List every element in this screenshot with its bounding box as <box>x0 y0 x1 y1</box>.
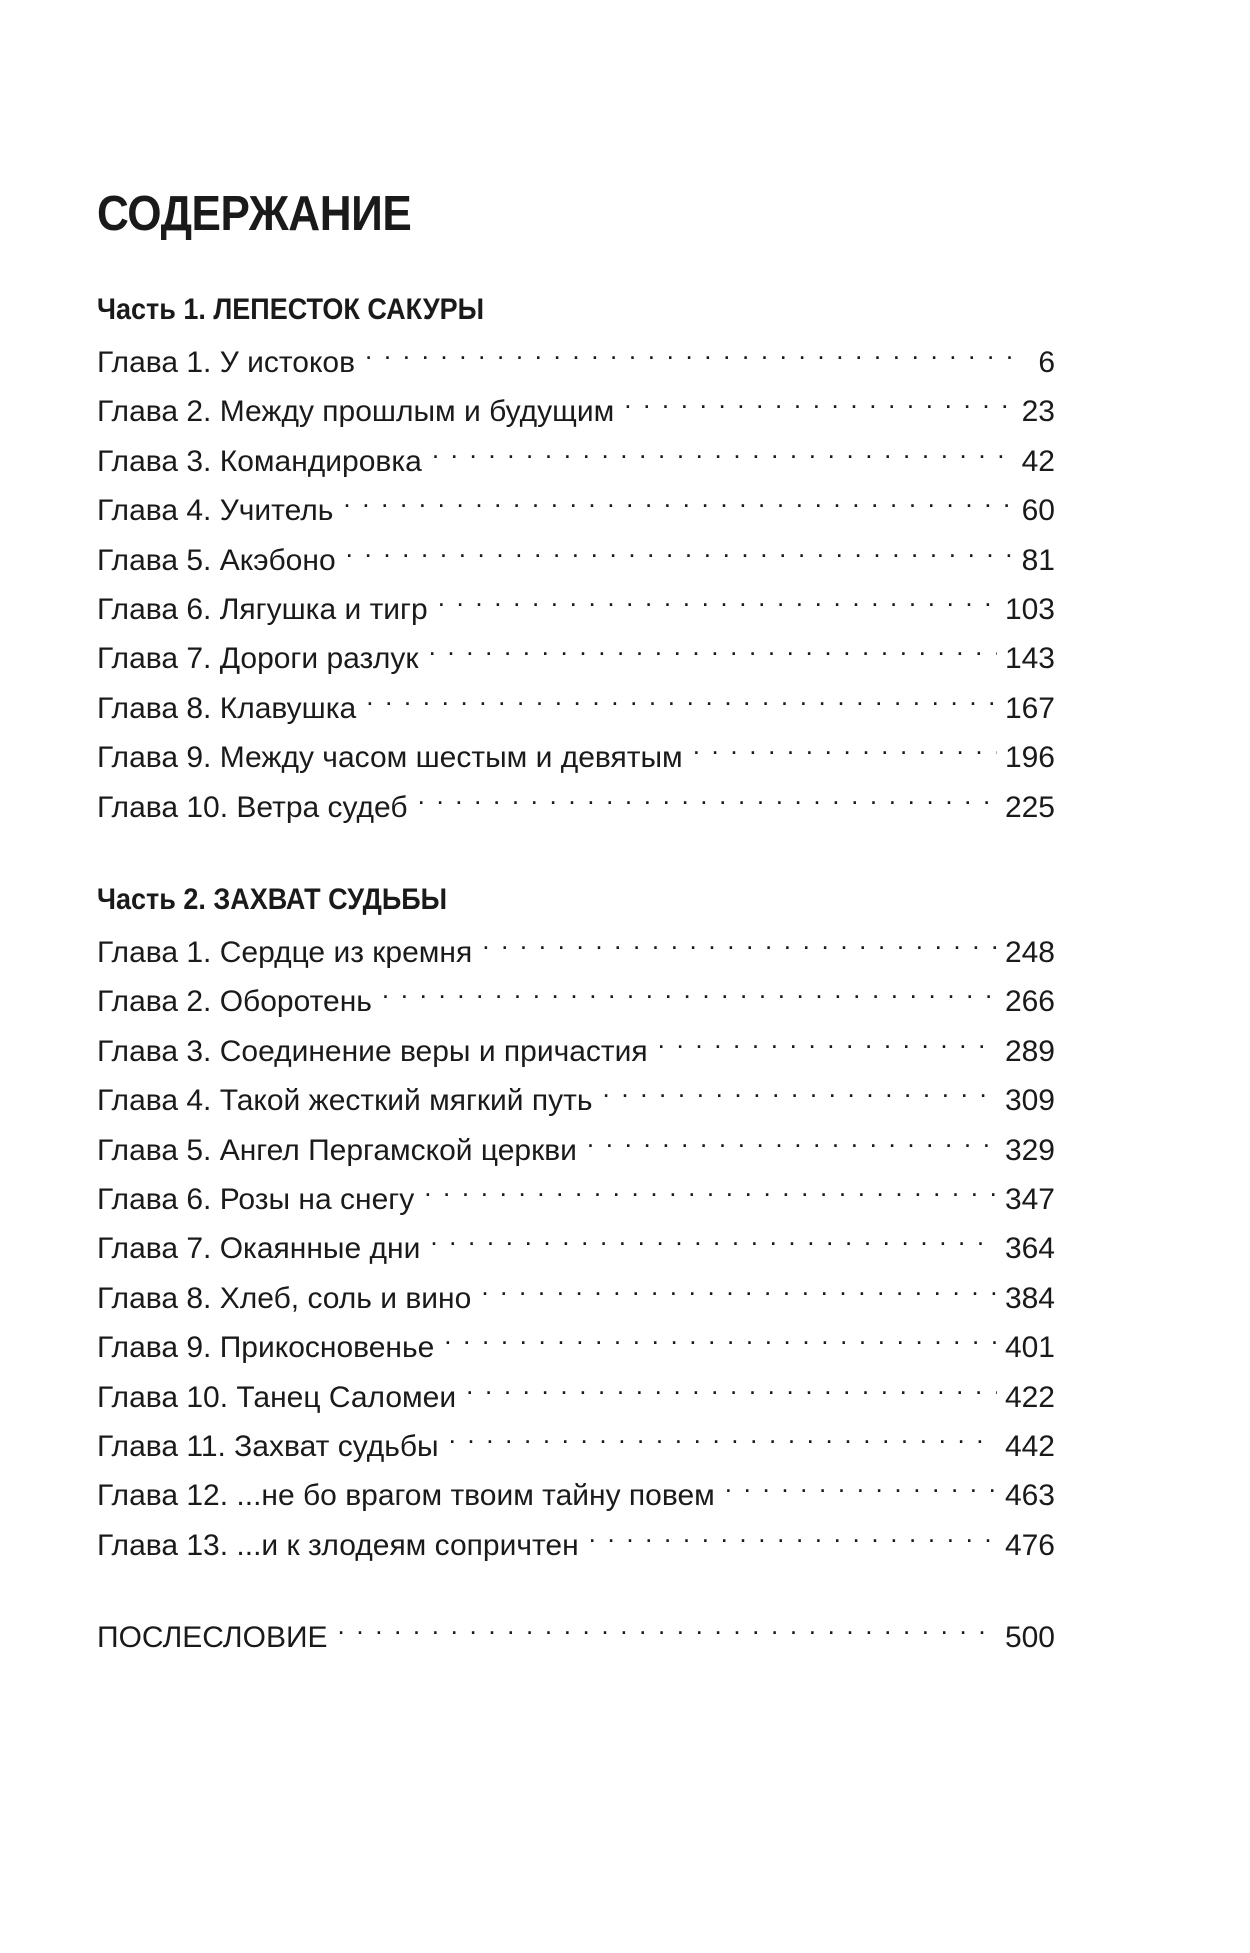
dot-leader <box>365 342 1027 372</box>
chapter-title: Глава 7. Окаянные дни <box>97 1232 421 1266</box>
afterword-title: ПОСЛЕСЛОВИЕ <box>97 1621 328 1654</box>
toc-entry <box>97 688 1055 737</box>
page-number: 463 <box>1004 1479 1055 1513</box>
page-number: 309 <box>1004 1084 1055 1118</box>
page-number: 81 <box>1021 543 1055 577</box>
chapter-title: Глава 5. Акэбоно <box>97 543 336 577</box>
page-number: 476 <box>1004 1528 1055 1562</box>
chapter-title: Глава 10. Ветра судеб <box>97 790 408 824</box>
afterword-entry <box>97 1617 1055 1666</box>
dot-leader <box>429 638 997 668</box>
page-number: 347 <box>1004 1182 1055 1216</box>
dot-leader <box>449 1426 997 1456</box>
dot-leader <box>343 490 1013 520</box>
dot-leader <box>346 540 1014 570</box>
toc-entry <box>97 1377 1055 1426</box>
chapter-title: Глава 4. Такой жесткий мягкий путь <box>97 1084 593 1118</box>
chapter-title: Глава 12. ...не бо врагом твоим тайну повем <box>97 1479 715 1513</box>
chapter-title: Глава 13. ...и к злодеям сопричтен <box>97 1528 579 1562</box>
dot-leader <box>481 1278 997 1308</box>
dot-leader <box>430 1228 997 1258</box>
dot-leader <box>482 932 997 962</box>
toc-entry <box>97 1228 1055 1277</box>
toc-entry <box>97 932 1055 981</box>
chapter-title: Глава 8. Хлеб, соль и вино <box>97 1281 472 1315</box>
toc-entry <box>97 441 1055 490</box>
dot-leader <box>432 441 1014 471</box>
page-number: 266 <box>1004 985 1055 1019</box>
dot-leader <box>603 1080 997 1110</box>
toc-entry <box>97 540 1055 589</box>
toc-entry <box>97 1031 1055 1080</box>
toc-entry <box>97 589 1055 638</box>
toc-entry <box>97 1327 1055 1376</box>
chapter-title: Глава 7. Дороги разлук <box>97 642 419 676</box>
page-number: 225 <box>1004 790 1055 824</box>
dot-leader <box>382 981 997 1011</box>
part-1 <box>97 290 1055 836</box>
dot-leader <box>693 737 997 767</box>
dot-leader <box>424 1179 997 1209</box>
chapter-title: Глава 3. Командировка <box>97 444 422 478</box>
chapter-title: Глава 2. Между прошлым и будущим <box>97 395 615 429</box>
page-number: 196 <box>1004 741 1055 775</box>
dot-leader <box>725 1475 997 1505</box>
part-2 <box>97 880 1055 1574</box>
chapter-title: Глава 9. Между часом шестым и девятым <box>97 741 683 775</box>
chapter-list <box>97 342 1055 836</box>
toc-entry <box>97 342 1055 391</box>
dot-leader <box>587 1130 997 1160</box>
chapter-title: Глава 4. Учитель <box>97 494 334 528</box>
toc-entry <box>97 1179 1055 1228</box>
page-number: 384 <box>1004 1281 1055 1315</box>
dot-leader <box>589 1525 997 1555</box>
page-number: 364 <box>1004 1232 1055 1266</box>
page-number: 289 <box>1004 1034 1055 1068</box>
page-number: 248 <box>1004 936 1055 969</box>
page-number: 401 <box>1004 1331 1055 1365</box>
part-heading: Часть 2. ЗАХВАТ СУДЬБЫ <box>97 883 448 916</box>
toc-entry <box>97 1525 1055 1574</box>
toc-entry <box>97 638 1055 687</box>
chapter-title: Глава 1. Сердце из кремня <box>97 936 473 969</box>
chapter-title: Глава 1. У истоков <box>97 346 356 379</box>
chapter-title: Глава 8. Клавушка <box>97 691 357 725</box>
dot-leader <box>366 688 997 718</box>
page-number: 329 <box>1004 1133 1055 1167</box>
toc-entry <box>97 1475 1055 1524</box>
chapter-title: Глава 5. Ангел Пергамской церкви <box>97 1133 577 1167</box>
dot-leader <box>444 1327 997 1357</box>
page-number: 42 <box>1021 444 1055 478</box>
page-number: 167 <box>1004 691 1055 725</box>
chapter-title: Глава 10. Танец Саломеи <box>97 1380 457 1414</box>
page-title: СОДЕРЖАНИЕ <box>97 187 412 241</box>
toc-entry <box>97 490 1055 539</box>
chapter-list <box>97 932 1055 1574</box>
toc-entry <box>97 737 1055 786</box>
dot-leader <box>658 1031 997 1061</box>
dot-leader <box>418 787 997 817</box>
toc-entry <box>97 981 1055 1030</box>
chapter-title: Глава 2. Оборотень <box>97 985 372 1019</box>
page-number: 442 <box>1004 1429 1055 1463</box>
page-number: 23 <box>1021 395 1055 429</box>
page-number: 6 <box>1038 346 1055 379</box>
page-number: 422 <box>1004 1380 1055 1414</box>
chapter-title: Глава 6. Розы на снегу <box>97 1182 415 1216</box>
dot-leader <box>624 391 1013 421</box>
dot-leader <box>438 589 997 619</box>
page-number: 103 <box>1004 592 1055 626</box>
page-number: 500 <box>1004 1621 1055 1654</box>
dot-leader <box>338 1617 997 1647</box>
dot-leader <box>466 1377 997 1407</box>
page-number: 143 <box>1004 642 1055 676</box>
toc-entry <box>97 391 1055 440</box>
toc-entry <box>97 1130 1055 1179</box>
toc-entry <box>97 1278 1055 1327</box>
toc-entry <box>97 1426 1055 1475</box>
chapter-title: Глава 9. Прикосновенье <box>97 1331 435 1365</box>
chapter-title: Глава 11. Захват судьбы <box>97 1429 439 1463</box>
part-heading: Часть 1. ЛЕПЕСТОК САКУРЫ <box>97 293 485 326</box>
toc-entry <box>97 1080 1055 1129</box>
chapter-title: Глава 3. Соединение веры и причастия <box>97 1034 648 1068</box>
toc-entry <box>97 787 1055 836</box>
page-number: 60 <box>1021 494 1055 528</box>
chapter-title: Глава 6. Лягушка и тигр <box>97 592 428 626</box>
